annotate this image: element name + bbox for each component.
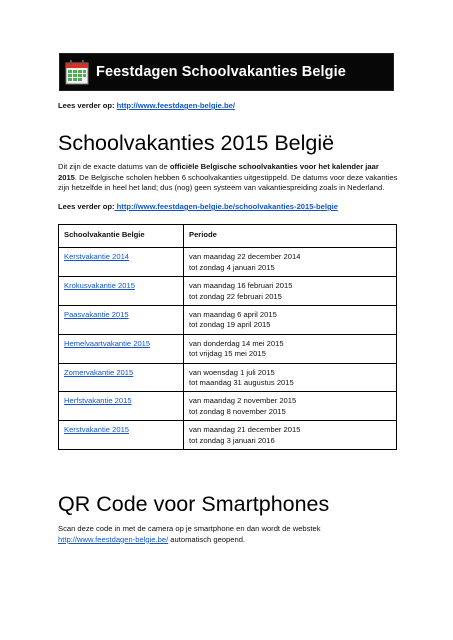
period-cell	[184, 306, 397, 335]
period-start: van maandag 16 februari 2015	[189, 281, 293, 291]
paragraph-part1: Dit zijn de exacte datums van de	[58, 162, 170, 171]
period-cell	[184, 334, 397, 363]
vacation-name-cell	[59, 363, 184, 392]
second-prefix: Lees verder op:	[58, 202, 115, 211]
header-period: Periode	[184, 225, 397, 248]
table-row	[59, 277, 397, 306]
period-cell	[184, 363, 397, 392]
period-cell	[184, 392, 397, 421]
vacation-link[interactable]: Zomervakantie 2015	[64, 367, 134, 377]
intro-link[interactable]: http://www.feestdagen-belgie.be/	[116, 101, 235, 110]
period-start: van maandag 2 november 2015	[189, 396, 297, 406]
qr-heading: QR Code voor Smartphones	[58, 492, 330, 516]
period-cell	[184, 421, 397, 450]
banner-title: Feestdagen Schoolvakanties Belgie	[96, 64, 346, 80]
vacation-link[interactable]: Krokusvakantie 2015	[64, 281, 135, 291]
vacation-name-cell	[59, 306, 184, 335]
qr-line2	[58, 535, 398, 546]
period-end: tot maandag 31 augustus 2015	[189, 378, 294, 388]
vacation-link[interactable]: Kerstvakantie 2015	[64, 425, 130, 435]
table-row	[59, 334, 397, 363]
vacation-name-cell	[59, 334, 184, 363]
period-start: van maandag 21 december 2015	[189, 425, 301, 435]
qr-line1: Scan deze code in met de camera op je smartphone en dan wordt de webstek	[58, 524, 321, 533]
table-row	[59, 421, 397, 450]
period-end: tot zondag 22 februari 2015	[189, 291, 282, 301]
second-link[interactable]: http://www.feestdagen-belgie.be/schoolvakanties-2015-belgie	[114, 202, 338, 211]
calendar-icon	[64, 58, 90, 86]
period-cell	[184, 248, 397, 277]
period-start: van maandag 6 april 2015	[189, 310, 277, 320]
vacation-name-cell	[59, 277, 184, 306]
qr-paragraph	[58, 524, 398, 545]
period-start: van woensdag 1 juli 2015	[189, 367, 275, 377]
period-end: tot zondag 4 januari 2015	[189, 262, 275, 272]
period-end: tot zondag 19 april 2015	[189, 320, 271, 330]
intro-paragraph	[58, 162, 398, 194]
intro-read-more	[58, 101, 398, 112]
period-start: van donderdag 14 mei 2015	[189, 338, 284, 348]
site-banner	[59, 53, 394, 91]
period-end: tot zondag 3 januari 2016	[189, 435, 275, 445]
vacation-link[interactable]: Paasvakantie 2015	[64, 310, 129, 320]
vacation-link[interactable]: Hemelvaartvakantie 2015	[64, 338, 151, 348]
period-start: van maandag 22 december 2014	[189, 252, 301, 262]
qr-link[interactable]: http://www.feestdagen-belgie.be/	[58, 534, 169, 544]
paragraph-part2: . De Belgische scholen hebben 6 schoolvakanties uitgestippeld. De datums voor deze vakanties zijn hetzelfde in heel het land; dus (nog) geen systeem van vakantiespreiding zoals in Nederland.	[58, 172, 398, 193]
vacation-name-cell	[59, 248, 184, 277]
qr-line2-rest: automatisch geopend.	[168, 534, 246, 544]
period-end: tot vrijdag 15 mei 2015	[189, 349, 266, 359]
header-vacation: Schoolvakantie Belgie	[59, 225, 184, 248]
vacation-link[interactable]: Kerstvakantie 2014	[64, 252, 130, 262]
vacation-name-cell	[59, 421, 184, 450]
paragraph-bold: officiële Belgische schoolvakanties voor het kalender jaar 2015	[58, 162, 379, 182]
table-row	[59, 248, 397, 277]
period-end: tot zondag 8 november 2015	[189, 406, 286, 416]
table-header-row	[59, 225, 397, 248]
table-row	[59, 363, 397, 392]
vacation-name-cell	[59, 392, 184, 421]
vacation-link[interactable]: Herfstvakantie 2015	[64, 396, 132, 406]
second-read-more	[58, 202, 398, 213]
intro-prefix: Lees verder op:	[58, 101, 117, 110]
table-row	[59, 392, 397, 421]
period-cell	[184, 277, 397, 306]
vacation-table	[58, 224, 397, 450]
table-row	[59, 306, 397, 335]
page-heading: Schoolvakanties 2015 België	[58, 131, 335, 155]
